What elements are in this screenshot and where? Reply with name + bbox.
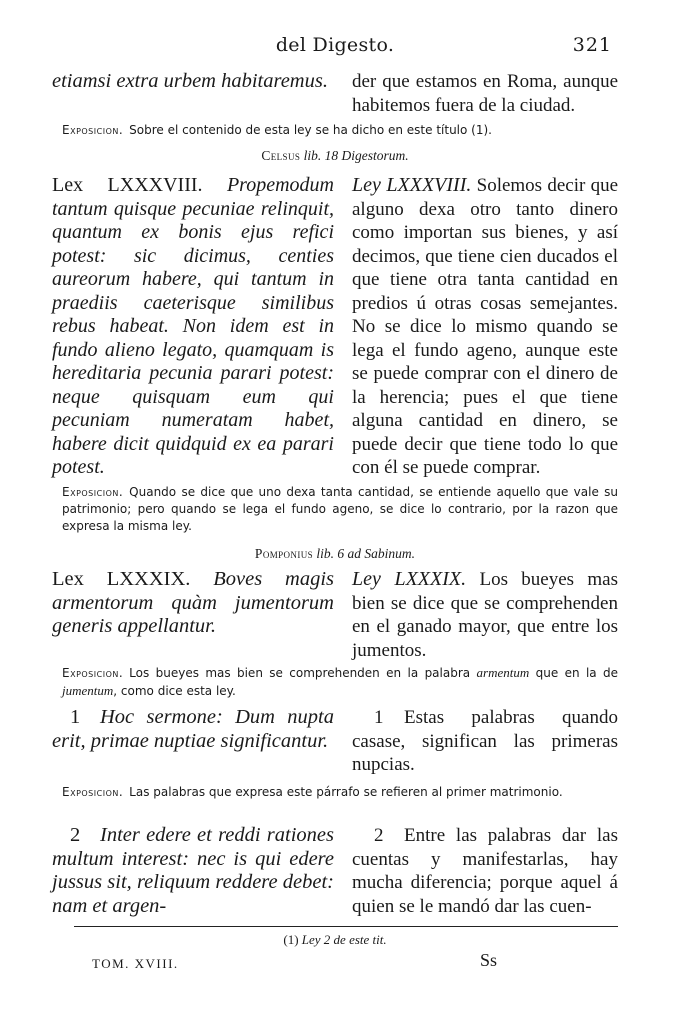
paragraph-number: 1	[70, 706, 81, 728]
lex-88-spanish	[352, 174, 618, 480]
exposicion-label: Exposicion.	[62, 123, 124, 137]
latin-word-jumentum: jumentum	[62, 683, 114, 698]
exposicion-3	[62, 664, 618, 700]
lex-89-spanish-lead: Ley LXXXIX.	[352, 568, 467, 590]
carry-spanish: der que estamos en Roma, aunque habitemos fuera de la ciudad.	[352, 71, 618, 116]
footnote-mark: (1)	[283, 932, 299, 947]
paragraph-2-spanish-text: Entre las palabras dar las cuentas y manifestarlas, hay mucha diferencia; porque aquel á quien se le mandó dar las cuen-	[352, 825, 618, 917]
exposicion-text: Las palabras que expresa este párrafo se refieren al primer matrimonio.	[129, 785, 563, 799]
lex-88-latin-text: Propemodum tantum quisque pecuniae relinquit, quantum ex bonis ejus refici potest: sic dicimus, centies aureorum habere, qui tantum in praediis caeterisque similibus rebus habeat. Non idem est in fundo alieno legato, quamquam is hereditaria pecunia parari potest: neque quisquam eum qui pecuniam numeratam habet, habere dicit quidquid ex ea parari potest.	[52, 174, 334, 478]
source-heading-celsus	[52, 148, 618, 164]
lex-89-latin	[52, 568, 334, 639]
running-header	[52, 34, 618, 58]
page-number: 321	[572, 34, 612, 56]
lex-88-spanish-lead: Ley LXXXVIII.	[352, 174, 472, 196]
source-author: Celsus	[261, 148, 301, 163]
footnote-text: Ley 2 de este tit.	[301, 932, 387, 947]
exposicion-text: Quando se dice que uno dexa tanta cantidad, se entiende aquello que vale su patrimonio; pero quando se lega el fundo ageno, se dice lo contrario, por la razon que expresa la misma ley.	[62, 485, 618, 533]
exposicion-label: Exposicion.	[62, 666, 124, 680]
exposicion-text: , como dice esta ley.	[113, 684, 236, 698]
paragraph-1-latin	[52, 706, 334, 753]
exposicion-2	[62, 484, 618, 535]
exposicion-1	[62, 122, 618, 139]
paragraph-1-spanish	[352, 706, 618, 777]
footnote	[52, 932, 618, 948]
exposicion-4	[62, 784, 618, 801]
paragraph-1-latin-text: Hoc sermone: Dum nupta erit, primae nuptiae significantur.	[52, 706, 334, 752]
lex-89-spanish	[352, 568, 618, 662]
header-title: del Digesto.	[275, 34, 395, 56]
lex-88-latin-lead: Lex LXXXVIII.	[52, 174, 203, 196]
exposicion-text: que en la de	[535, 666, 618, 680]
paragraph-number: 1	[374, 707, 384, 728]
volume-signature: TOM. XVIII.	[92, 956, 179, 971]
gathering-signature: Ss	[480, 950, 498, 970]
lex-88-latin	[52, 174, 334, 480]
exposicion-text: Los bueyes mas bien se comprehenden en la palabra	[129, 666, 471, 680]
lex-88-spanish-text: Solemos decir que alguno dexa otro tanto dinero como importan sus bienes, y así decimos, que tiene cien ducados el que tiene otra tanta cantidad en predios ú otras cosas semejantes. No se dice lo mismo quando se lega el fundo ageno, aunque este se puede comprar con el dinero de la herencia; pues el que tiene alguna cantidad en dinero, se puede decir que tiene todo lo que con él se puede comprar.	[352, 175, 618, 478]
carry-latin: etiamsi extra urbem habitaremus.	[52, 70, 328, 92]
exposicion-text: Sobre el contenido de esta ley se ha dicho en este título (1).	[129, 123, 492, 137]
source-heading-pomponius	[52, 546, 618, 562]
footnote-rule	[74, 926, 618, 927]
exposicion-label: Exposicion.	[62, 785, 124, 799]
source-work: lib. 18 Digestorum.	[303, 148, 409, 163]
paragraph-2-latin	[52, 824, 334, 918]
lex-89-spanish-text: Los bueyes mas bien se dice que se comprehenden en el ganado mayor, que entre los jumentos.	[352, 569, 619, 661]
paragraph-2-spanish	[352, 824, 618, 918]
lex-89-latin-lead: Lex LXXXIX.	[52, 568, 191, 590]
paragraph-number: 2	[374, 825, 384, 846]
paragraph-1-spanish-text: Estas palabras quando casase, significan las primeras nupcias.	[352, 707, 618, 775]
latin-word-armentum: armentum	[476, 665, 530, 680]
source-author: Pomponius	[254, 546, 314, 561]
lex-89-latin-text: Boves magis armentorum quàm jumentorum generis appellantur.	[52, 568, 334, 637]
exposicion-label: Exposicion.	[62, 485, 124, 499]
paragraph-2-latin-text: Inter edere et reddi rationes multum interest: nec is qui edere jussus sit, reliquum reddere debet: nam et argen-	[52, 824, 334, 917]
paragraph-number: 2	[70, 824, 81, 846]
source-work: lib. 6 ad Sabinum.	[316, 546, 416, 561]
